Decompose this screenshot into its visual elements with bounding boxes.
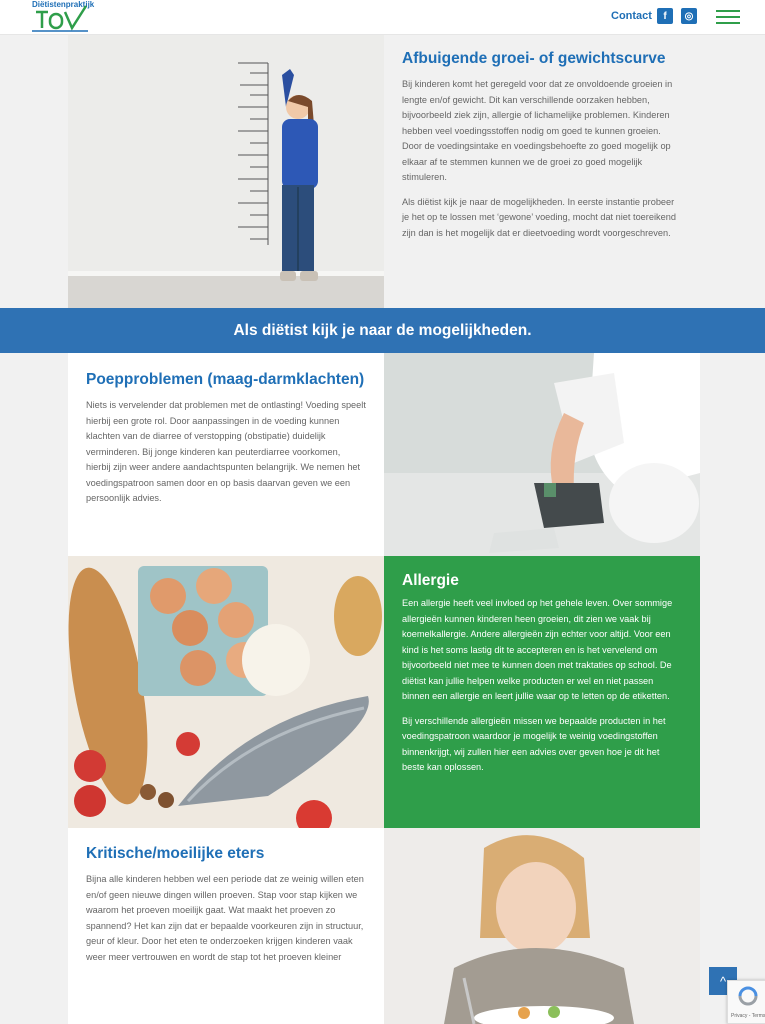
allergy-paragraph-2: Bij verschillende allergieën missen we bepaalde producten in het voedingspatroon waardoor je mogelijk te weinig voedingstoffen binnenkrijgt, wij zullen hier een advies over geven hoe je dit het beste kan oplossen. [402, 715, 666, 772]
child-eating-image [384, 828, 700, 1024]
toilet-image [384, 353, 700, 556]
highlight-banner [0, 308, 765, 353]
banner-text: Als diëtist kijk je naar de mogelijkheden. [233, 321, 532, 339]
growth-title: Afbuigende groei- of gewichtscurve [402, 50, 666, 67]
growth-section [384, 35, 700, 308]
recaptcha-icon [728, 981, 765, 1011]
recaptcha-badge [727, 980, 765, 1024]
instagram-icon[interactable]: ◎ [681, 8, 697, 24]
allergy-section [384, 556, 700, 828]
scroll-to-top-button[interactable]: ^ [709, 967, 737, 995]
poop-paragraph: Niets is vervelender dat problemen met de ontlasting! Voeding speelt hierbij een grote rol. Door aanpassingen in de voeding kunnen klachten van de diarree of verstopping (obstipatie) duidelijk verminderen. Bij jonge kinderen kan peuterdiarree voorkomen, hierbij zijn weer andere aandachtspunten belangrijk. We nemen het voedingspatroon samen door en op basis daarvan geven we een persoonlijk advies. [86, 400, 366, 503]
picky-eaters-title: Kritische/moeilijke eters [86, 845, 265, 862]
logo-text: Diëtistenpraktijk [32, 0, 95, 9]
poop-title: Poepproblemen (maag-darmklachten) [86, 371, 365, 388]
poop-section [68, 353, 384, 556]
food-image [68, 556, 384, 828]
growth-paragraph-1: Bij kinderen komt het geregeld voor dat ze onvoldoende groeien in lengte en/of gewicht. Dit kan verschillende oorzaken hebben, bijvoorbeeld ziek zijn, allergie of lichamelijke problemen. Kinderen hebben veel voedingsstoffen nodig om goed te kunnen groeien. Door de voedingsintake en voedingsbehoefte zo goed mogelijk op elkaar af te stemmen kunnen we de groei zo goed mogelijk stimuleren. [402, 79, 673, 182]
picky-eaters-paragraph: Bijna alle kinderen hebben wel een periode dat ze weinig willen eten en/of geen nieuwe dingen willen proeven. Stap voor stap kijken we waarom het proeven moeilijk gaat. Wat maakt het proeven zo spannend? Het kan zijn dat er bepaalde voorkeuren zijn in structuur, geur of kleur. Door het eten te onderzoeken krijgen kinderen vaak weer meer vertrouwen en wordt de stap tot het proeven kleiner [86, 874, 364, 962]
growth-image [68, 35, 384, 308]
logo[interactable] [28, 0, 95, 34]
contact-link[interactable]: Contact [611, 10, 652, 22]
menu-icon[interactable] [716, 10, 740, 24]
recaptcha-text: Privacy - Terms [731, 1013, 765, 1019]
site-header [0, 0, 765, 35]
allergy-paragraph-1: Een allergie heeft veel invloed op het gehele leven. Over sommige allergieën kunnen kinderen heen groeien, dit zien we vaak bij koemelkallergie. Andere allergieën zijn echter voor altijd. Voor een kind is het soms lastig dit te accepteren en is het vervelend om bijvoorbeeld niet mee te kunnen doen met traktaties op school. De diëtist kan jullie helpen welke producten er wel en niet passen binnen een allergie en leert jullie waar op te letten op de etiketten. [402, 598, 673, 701]
logo-icon [28, 0, 95, 34]
picky-eaters-section [68, 828, 384, 1024]
allergy-title: Allergie [402, 572, 459, 589]
facebook-icon[interactable]: f [657, 8, 673, 24]
growth-paragraph-2: Als diëtist kijk je naar de mogelijkheden. In eerste instantie probeer je het op te lossen met ‘gewone’ voeding, mocht dat niet toereikend zijn dan is het mogelijk dat er dieetvoeding wordt voorgeschreven. [402, 196, 676, 238]
